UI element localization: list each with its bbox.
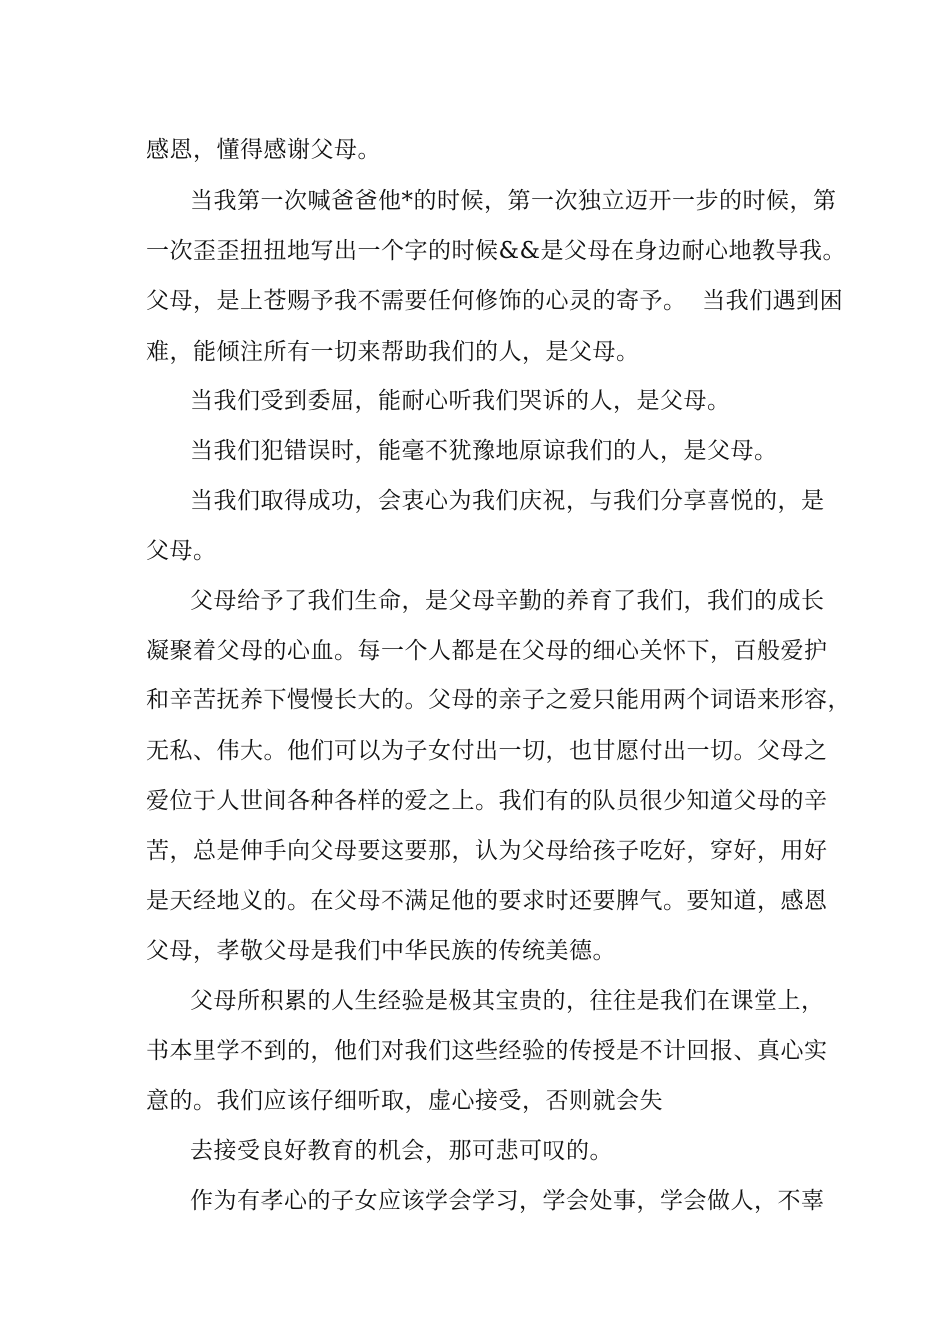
- text-line: 去接受良好教育的机会，那可悲可叹的。: [190, 1138, 613, 1164]
- text-line: 和辛苦抚养下慢慢长大的。父母的亲子之爱只能用两个词语来形容，: [146, 687, 851, 713]
- text-line: 当我第一次喊爸爸他*的时候，第一次独立迈开一步的时候，第: [190, 188, 837, 214]
- text-line: 感恩，懂得感谢父母。: [146, 137, 381, 163]
- text-line: 难，能倾注所有一切来帮助我们的人，是父母。: [146, 339, 640, 365]
- text-line: 父母所积累的人生经验是极其宝贵的，往往是我们在课堂上，: [190, 988, 825, 1014]
- text-line: 苦，总是伸手向父母要这要那，认为父母给孩子吃好，穿好，用好: [146, 838, 828, 864]
- text-line: 父母，是上苍赐予我不需要任何修饰的心灵的寄予。 当我们遇到困: [146, 288, 844, 314]
- text-line: 意的。我们应该仔细听取，虚心接受，否则就会失: [146, 1088, 663, 1114]
- text-line: 当我们取得成功，会衷心为我们庆祝，与我们分享喜悦的，是: [190, 488, 825, 514]
- text-line: 父母，孝敬父母是我们中华民族的传统美德。: [146, 938, 616, 964]
- text-line: 书本里学不到的，他们对我们这些经验的传授是不计回报、真心实: [146, 1038, 828, 1064]
- text-line: 当我们受到委屈，能耐心听我们哭诉的人，是父母。: [190, 388, 731, 414]
- text-line: 父母。: [146, 538, 217, 564]
- text-line: 凝聚着父母的心血。每一个人都是在父母的细心关怀下，百般爱护: [146, 638, 828, 664]
- text-line: 父母给予了我们生命，是父母辛勤的养育了我们，我们的成长: [190, 588, 825, 614]
- text-line: 当我们犯错误时，能毫不犹豫地原谅我们的人，是父母。: [190, 438, 778, 464]
- text-line: 是天经地义的。在父母不满足他的要求时还要脾气。要知道，感恩: [146, 888, 828, 914]
- text-line: 爱位于人世间各种各样的爱之上。我们有的队员很少知道父母的辛: [146, 788, 828, 814]
- text-line: 作为有孝心的子女应该学会学习，学会处事，学会做人，不辜: [190, 1188, 825, 1214]
- text-line: 一次歪歪扭扭地写出一个字的时候&&是父母在身边耐心地教导我。: [146, 238, 846, 264]
- text-line: 无私、伟大。他们可以为子女付出一切，也甘愿付出一切。父母之: [146, 738, 828, 764]
